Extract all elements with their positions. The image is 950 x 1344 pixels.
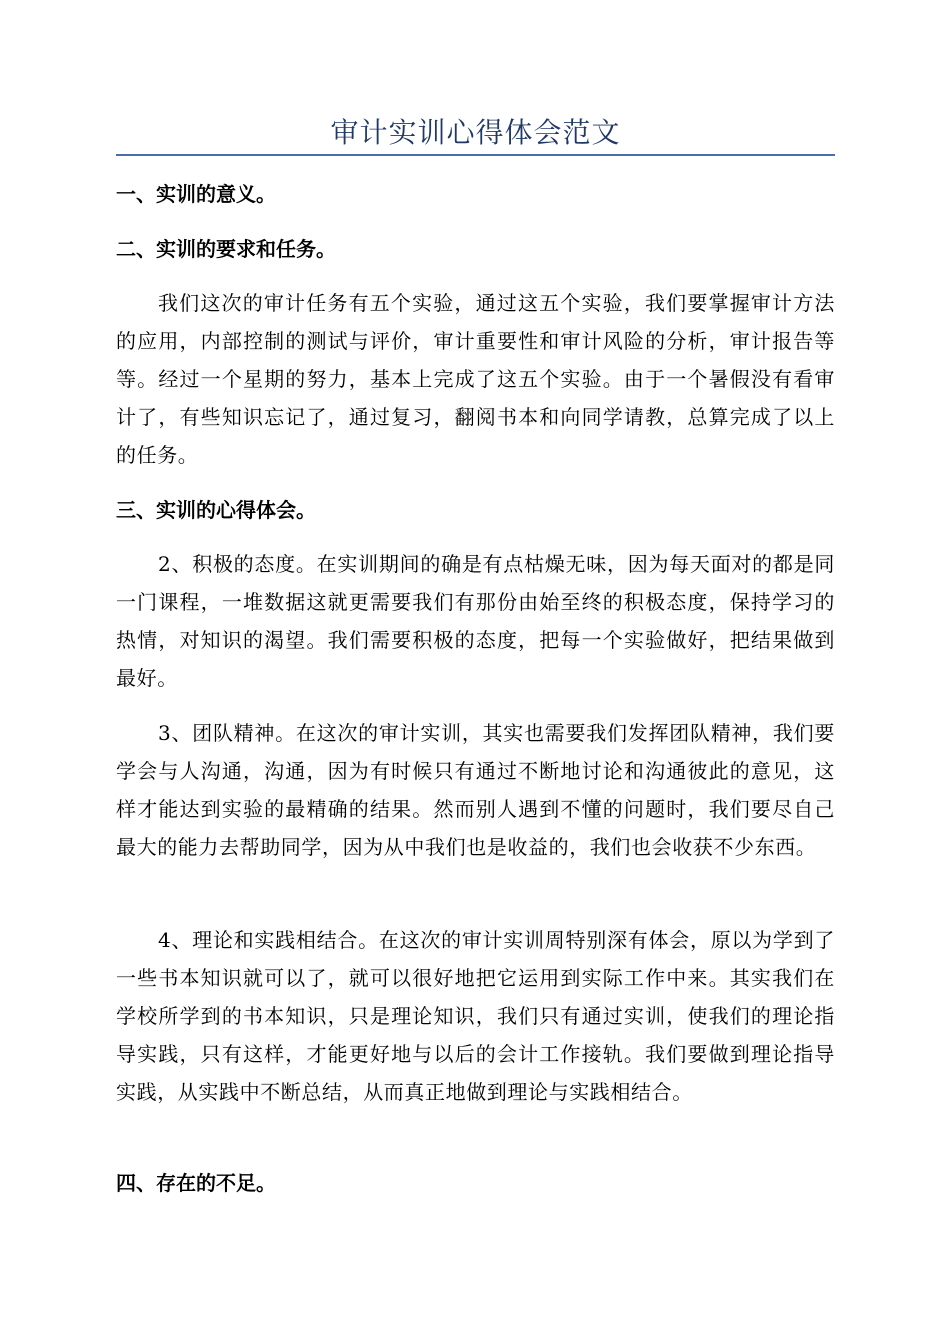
section-heading-significance: 一、实训的意义。 — [116, 182, 276, 206]
section-heading-requirements: 二、实训的要求和任务。 — [116, 237, 336, 261]
paragraph-tasks: 我们这次的审计任务有五个实验，通过这五个实验，我们要掌握审计方法的应用，内部控制的测试与评价，审计重要性和审计风险的分析，审计报告等等。经过一个星期的努力，基本上完成了这五个实验。由于一个暑假没有看审计了，有些知识忘记了，通过复习，翻阅书本和向同学请教，总算完成了以上的任务。 — [116, 291, 835, 467]
section-heading-shortcomings: 四、存在的不足。 — [116, 1171, 276, 1195]
document-title: 审计实训心得体会范文 — [330, 116, 621, 149]
section-heading-experience: 三、实训的心得体会。 — [116, 498, 316, 522]
title-divider — [116, 154, 835, 156]
paragraph-theory-practice: 4、理论和实践相结合。在这次的审计实训周特别深有体会，原以为学到了一些书本知识就可以了，就可以很好地把它运用到实际工作中来。其实我们在学校所学到的书本知识，只是理论知识，我们只有通过实训，使我们的理论指导实践，只有这样，才能更好地与以后的会计工作接轨。我们要做到理论指导实践，从实践中不断总结，从而真正地做到理论与实践相结合。 — [116, 928, 835, 1104]
paragraph-teamwork: 3、团队精神。在这次的审计实训，其实也需要我们发挥团队精神，我们要学会与人沟通，沟通，因为有时候只有通过不断地讨论和沟通彼此的意见，这样才能达到实验的最精确的结果。然而别人遇到不懂的问题时，我们要尽自己最大的能力去帮助同学，因为从中我们也是收益的，我们也会收获不少东西。 — [116, 721, 835, 859]
paragraph-attitude: 2、积极的态度。在实训期间的确是有点枯燥无味，因为每天面对的都是同一门课程，一堆数据这就更需要我们有那份由始至终的积极态度，保持学习的热情，对知识的渴望。我们需要积极的态度，把每一个实验做好，把结果做到最好。 — [116, 552, 835, 690]
